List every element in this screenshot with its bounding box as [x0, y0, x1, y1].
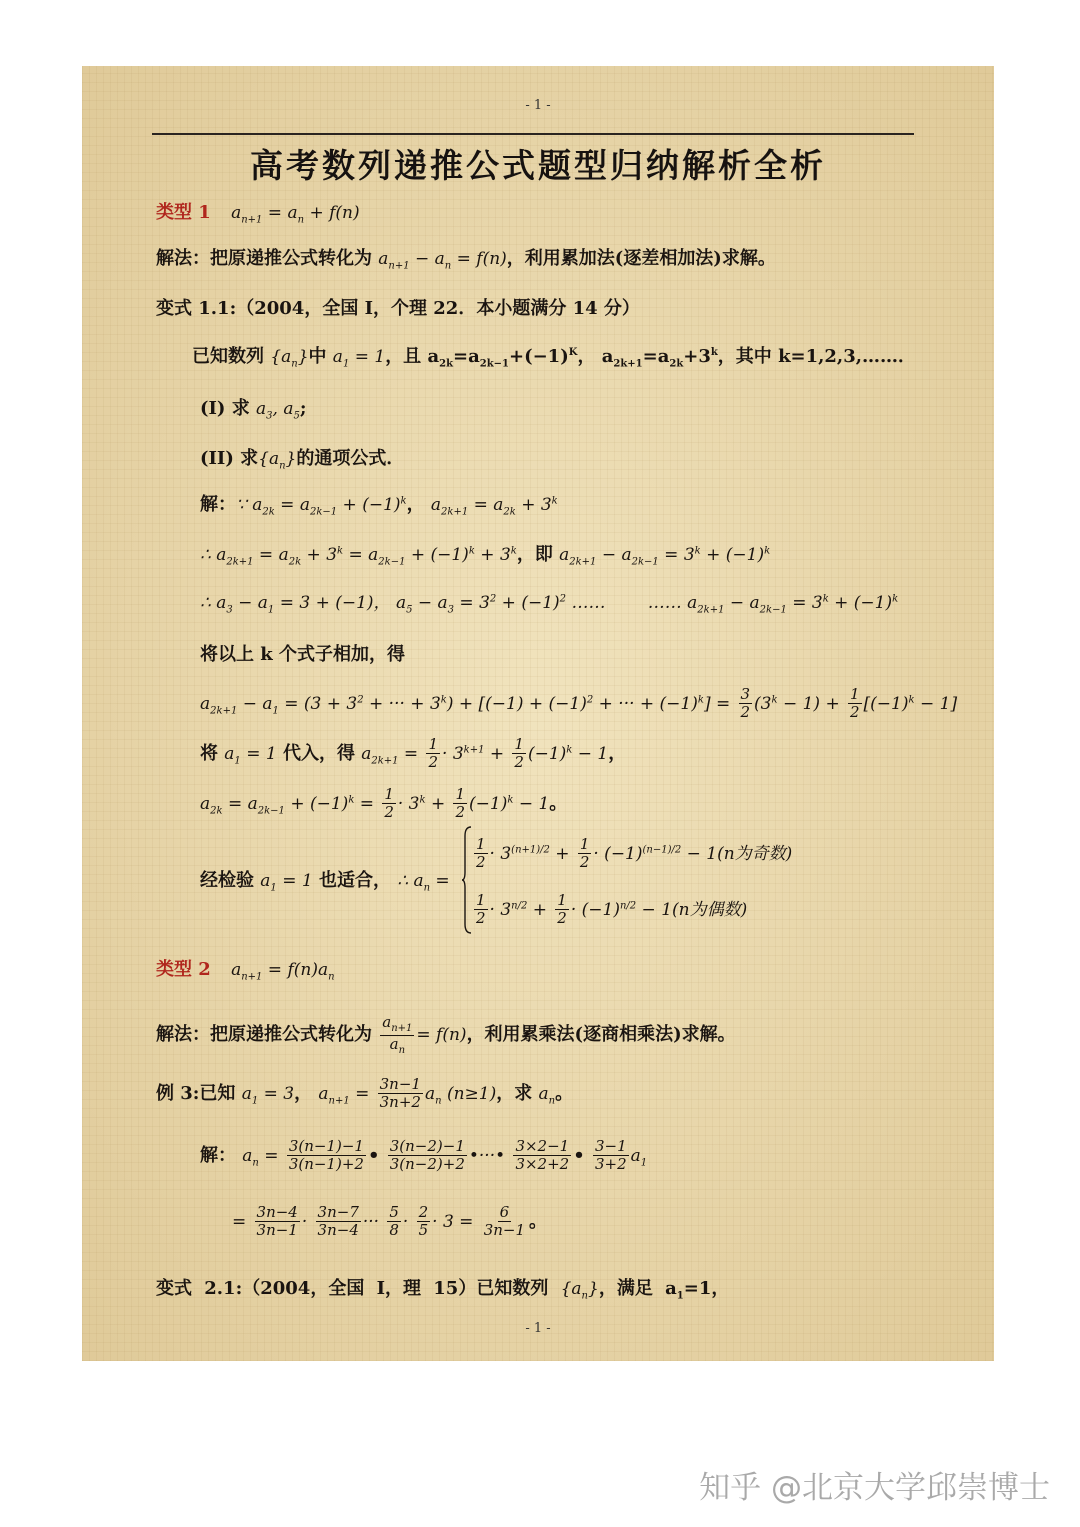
solution-line-3: ∴ $a_3 - a_1 = 3 + (-1)$， $a_5 - a_3 = 3^2 + (-1)^2$ …… …… $a_{2k+1} - a_{2k-1} = 3^k + (-1)^k$: [200, 593, 899, 616]
case-brace: [462, 826, 472, 934]
type2-formula: $a_{n+1} = f(n)a_n$: [231, 960, 335, 983]
variant11-given: 已知数列 $\{a_n\}$中 $a_1 = 1$，且 $a_{2k}=a_{2k-1}+(-1)^K$， $a_{2k+1}=a_{2k}+3^k$，其中 k=1,2,3,……．: [192, 346, 916, 370]
solution-line-8: 经检验 $a_1 = 1$ 也适合， ∴ $a_n$ =: [200, 870, 450, 894]
case-odd: $\frac{1}{2}$ · $3^{(n+1)/2}$ + $\frac{1}{2}$ · $(-1)^{(n-1)/2} - 1(n$为奇数): [476, 835, 793, 872]
example3-statement: 例 3:已知 $a_1 = 3$， $a_{n+1}$ = $\frac{3n-1}{3n+2}$ $a_n$ (n≥1)，求 $a_n$。: [156, 1075, 574, 1112]
type1-method: 解法：把原递推公式转化为 $a_{n+1} - a_n = f(n)$，利用累加法(逐差相加法)求解。: [156, 248, 776, 272]
variant21-header: 变式 2.1:（2004，全国 I，理 15）已知数列 $\{a_n\}$，满足 $a_1=1$，: [156, 1278, 730, 1302]
type2-heading: [156, 961, 335, 982]
solution-line-7: $a_{2k} = a_{2k-1} + (-1)^k$ = $\frac{1}{2}$ · $3^k$ + $\frac{1}{2}$ $(-1)^k - 1$。: [200, 785, 568, 822]
question-2: (II) 求$\{a_n\}$的通项公式．: [200, 448, 405, 472]
type1-heading: [156, 204, 360, 225]
solution-line-1: 解：∵ $a_{2k} = a_{2k-1} + (-1)^k$， $a_{2k+1} = a_{2k} + 3^k$: [200, 494, 558, 518]
solution-line-2: ∴ $a_{2k+1} = a_{2k} + 3^k = a_{2k-1} + (-1)^k + 3^k$，即 $a_{2k+1} - a_{2k-1} = 3^k + (-1)^k$: [200, 544, 771, 568]
example3-solution-2: = $\frac{3n-4}{3n-1}$ · $\frac{3n-7}{3n-4}$ ··· $\frac{5}{8}$ · $\frac{2}{5}$ · 3 = $\frac{6}{3n-1}$ 。: [232, 1203, 548, 1240]
page-number-bottom: - 1 -: [525, 1321, 551, 1336]
solution-line-4: 将以上 k 个式子相加，得: [200, 644, 406, 665]
type1-formula: $a_{n+1} = a_n + f(n)$: [231, 203, 360, 226]
page-title: 高考数列递推公式题型归纳解析全析: [250, 146, 826, 185]
variant11-header: 变式 1.1:（2004，全国 I，个理 22．本小题满分 14 分）: [156, 298, 640, 319]
question-1: (I) 求 $a_3$, $a_5$;: [200, 398, 307, 422]
zhihu-watermark: 知乎 @北京大学邱崇博士: [699, 1470, 1050, 1506]
example3-solution-1: 解： $a_n$ = $\frac{3(n-1)-1}{3(n-1)+2}$ • $\frac{3(n-2)-1}{3(n-2)+2}$ •···• $\frac{3\times 2-1}{3\times 2+2}$ • $\frac{3-1}{3+2}$ $a_1$: [200, 1137, 648, 1174]
page-number-top: - 1 -: [525, 98, 551, 113]
type2-method: 解法：把原递推公式转化为 $\frac{a_{n+1}}{a_n}$ = f(n)，利用累乘法(逐商相乘法)求解。: [156, 1013, 736, 1056]
document-page: [82, 66, 994, 1361]
solution-line-5: $a_{2k+1} - a_1 = (3 + 3^2$ + ··· + $3^k) + [(-1) + (-1)^2$ + ··· + $(-1)^k$] = $\frac{3}{2}$ $(3^k - 1)$ + $\frac{1}{2}$ $[(-1)^k - 1]$: [200, 685, 958, 722]
case-even: $\frac{1}{2}$ · $3^{n/2}$ + $\frac{1}{2}$ · $(-1)^{n/2} - 1(n$为偶数): [476, 891, 748, 928]
type2-label: 类型 2: [156, 959, 211, 980]
solution-line-6: 将 $a_1 = 1$ 代入，得 $a_{2k+1}$ = $\frac{1}{2}$ · $3^{k+1}$ + $\frac{1}{2}$ $(-1)^k - 1$，: [200, 735, 627, 772]
header-rule: [152, 133, 914, 135]
type1-label: 类型 1: [156, 202, 211, 223]
